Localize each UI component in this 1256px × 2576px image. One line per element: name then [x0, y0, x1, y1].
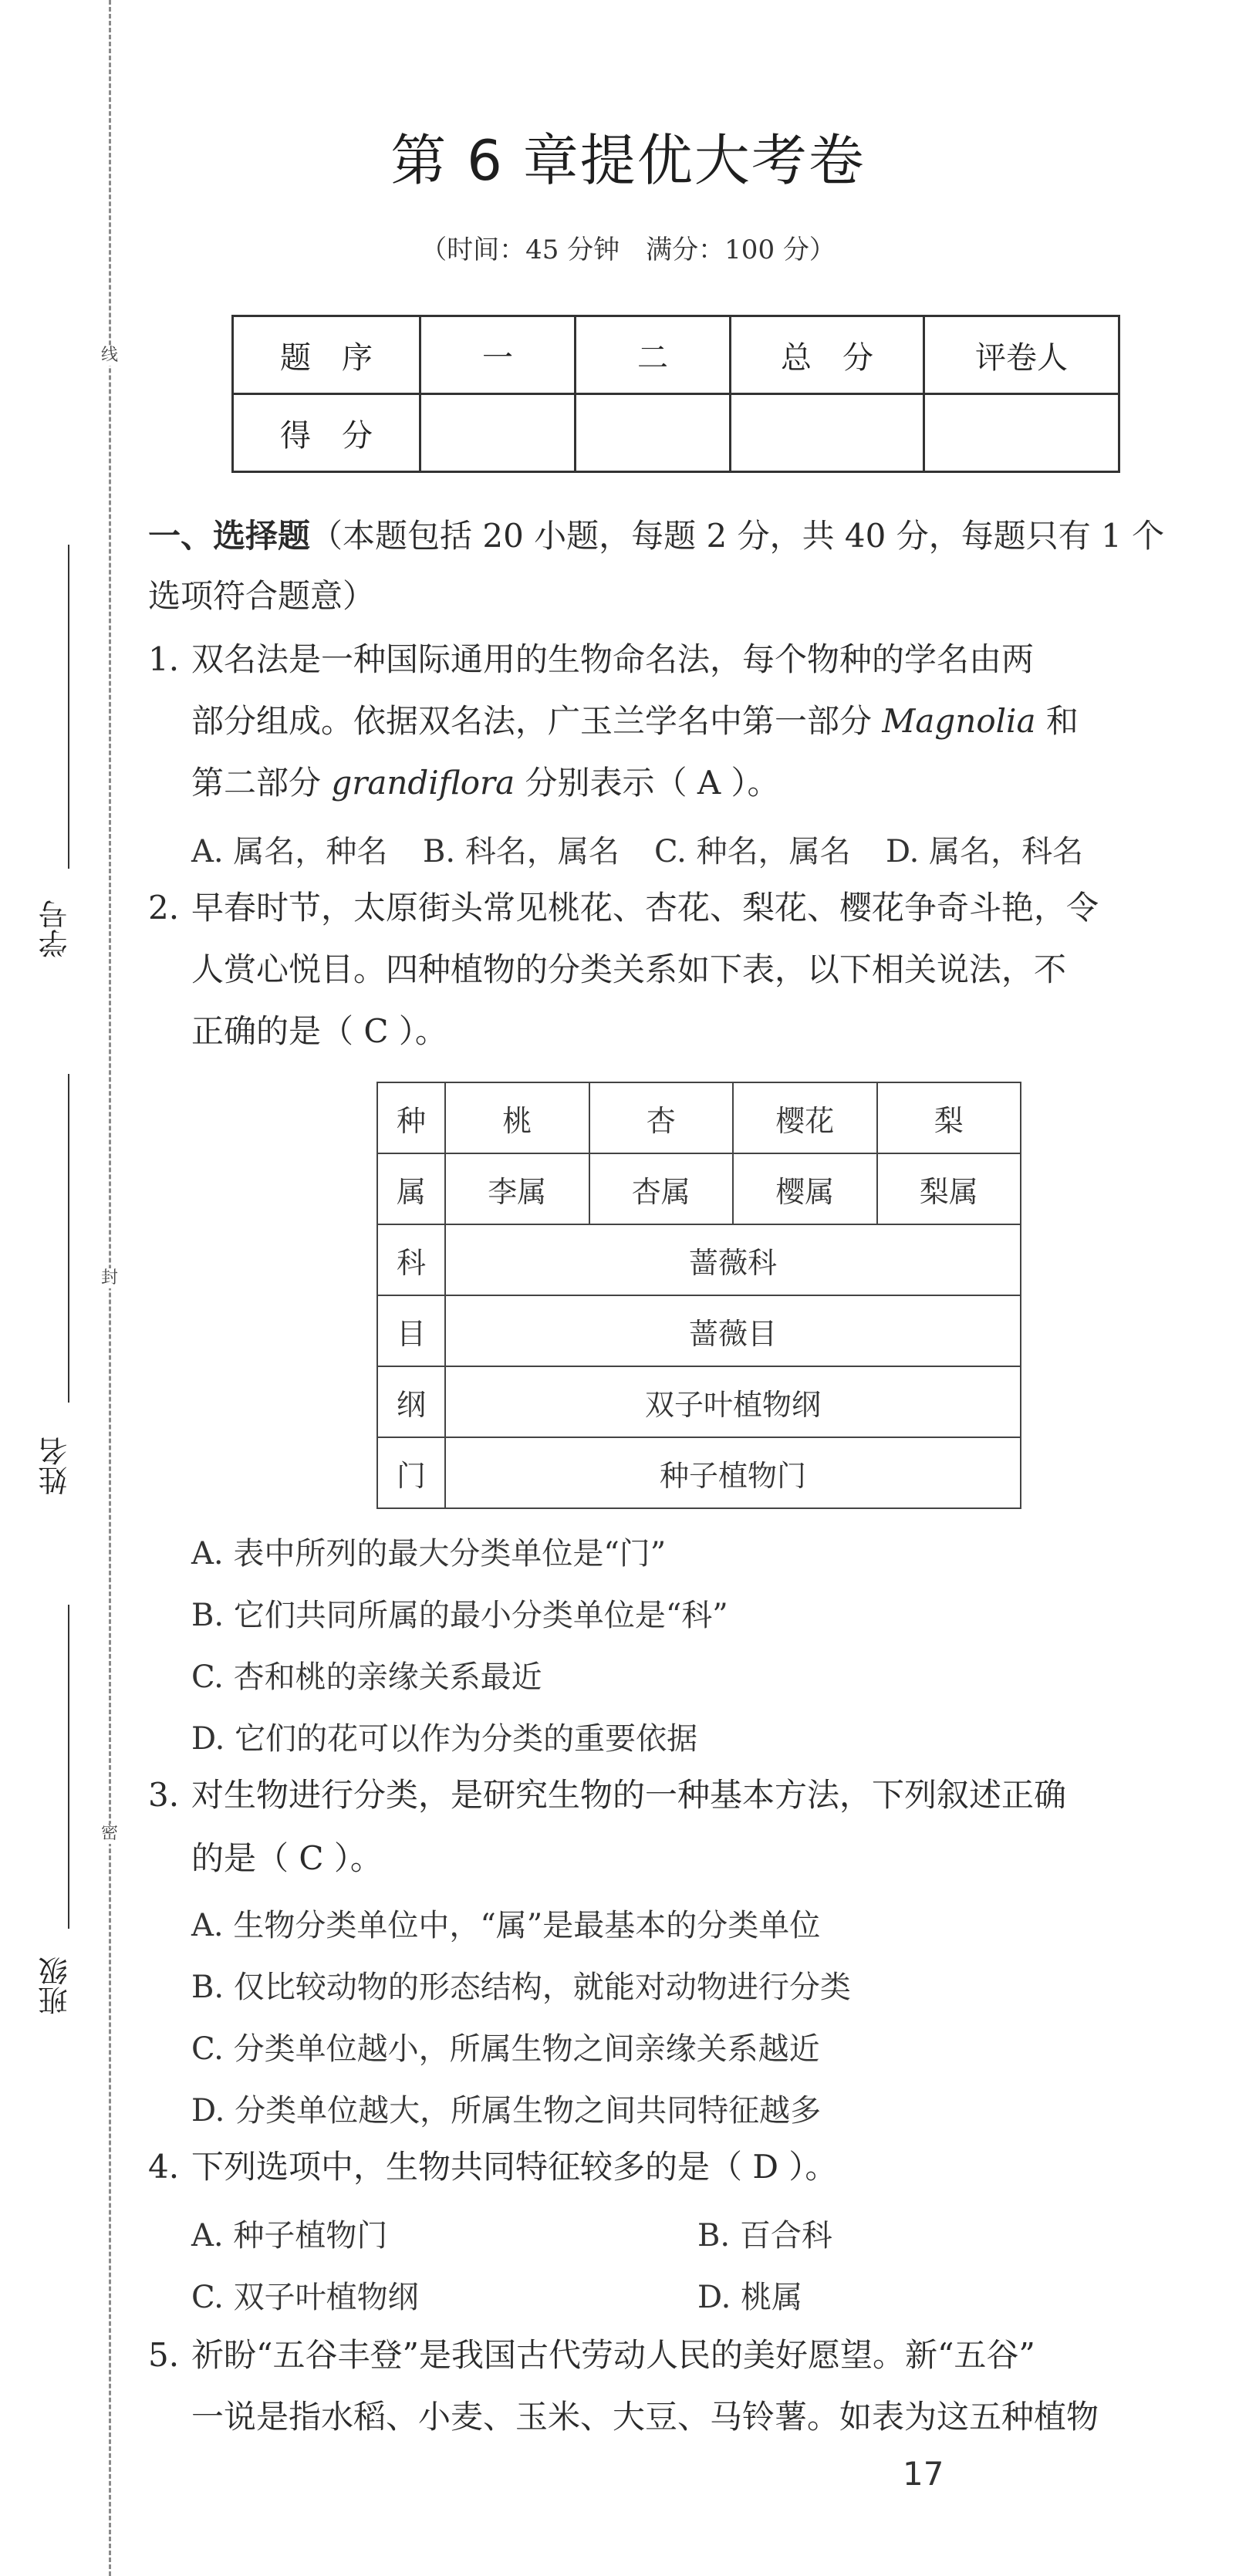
student-id-label: 学号	[39, 900, 73, 958]
score-header-cell: 总 分	[731, 316, 924, 394]
score-cell-total[interactable]	[731, 394, 924, 472]
rank-label: 科	[377, 1224, 445, 1295]
q4-option-a: A. 种子植物门	[191, 2218, 388, 2254]
q1-text: 分别表示（ A ）。	[515, 764, 780, 802]
score-table-score-row	[233, 394, 1119, 472]
score-row-label: 得 分	[233, 394, 420, 472]
q1-option-b: B. 科名，属名	[423, 834, 620, 869]
question-4-line-1: 下列选项中，生物共同特征较多的是（ D ）。	[191, 2148, 838, 2186]
q3-option-d: D. 分类单位越大，所属生物之间共同特征越多	[191, 2093, 822, 2129]
q3-option-a: A. 生物分类单位中，“属”是最基本的分类单位	[191, 1908, 821, 1943]
classification-table	[376, 1082, 1021, 1509]
classification-row	[377, 1437, 1021, 1508]
table-cell: 樱花	[733, 1082, 877, 1153]
score-header-cell: 题 序	[233, 316, 420, 394]
q3-option-c: C. 分类单位越小，所属生物之间亲缘关系越近	[191, 2031, 820, 2067]
question-1-line-3	[191, 764, 780, 802]
score-cell-2[interactable]	[576, 394, 731, 472]
classification-row	[377, 1224, 1021, 1295]
section-description-cont: 选项符合题意）	[148, 577, 376, 615]
rank-label: 种	[377, 1082, 445, 1153]
classification-row	[377, 1153, 1021, 1224]
question-3-number: 3.	[148, 1776, 180, 1814]
q4-option-b: B. 百合科	[697, 2218, 832, 2254]
binding-tick-feng: 封	[91, 1268, 128, 1288]
q1-option-d: D. 属名，科名	[886, 834, 1084, 869]
q1-option-a: A. 属名，种名	[191, 834, 388, 869]
question-3-line-2: 的是（ C ）。	[191, 1839, 383, 1877]
section-1-intro	[148, 517, 1164, 555]
score-header-cell: 评卷人	[924, 316, 1119, 394]
page-title: 第 6 章提优大考卷	[390, 128, 866, 193]
table-merged-cell: 蔷薇科	[445, 1224, 1021, 1295]
name-blank[interactable]	[68, 1074, 69, 1403]
q1-text: 和	[1035, 702, 1079, 740]
q2-option-c: C. 杏和桃的亲缘关系最近	[191, 1659, 542, 1695]
classification-row	[377, 1082, 1021, 1153]
binding-tick-xian: 线	[91, 346, 128, 366]
question-5-number: 5.	[148, 2336, 180, 2374]
table-cell: 杏属	[589, 1153, 734, 1224]
species-name: grandiflora	[331, 764, 515, 802]
q1-text: 部分组成。依据双名法，广玉兰学名中第一部分	[191, 702, 883, 740]
table-cell: 樱属	[733, 1153, 877, 1224]
rank-label: 门	[377, 1437, 445, 1508]
score-header-cell: 一	[420, 316, 576, 394]
section-description: （本题包括 20 小题，每题 2 分，共 40 分，每题只有 1 个	[310, 517, 1165, 555]
question-2-line-3: 正确的是（ C ）。	[191, 1012, 447, 1050]
genus-name: Magnolia	[882, 702, 1036, 740]
question-3-line-1: 对生物进行分类，是研究生物的一种基本方法，下列叙述正确	[191, 1776, 1067, 1814]
table-cell: 梨属	[877, 1153, 1021, 1224]
class-label: 班级	[39, 1956, 73, 2015]
score-cell-1[interactable]	[420, 394, 576, 472]
table-cell: 杏	[589, 1082, 734, 1153]
q2-option-d: D. 它们的花可以作为分类的重要依据	[191, 1721, 698, 1757]
question-2-line-2: 人赏心悦目。四种植物的分类关系如下表，以下相关说法，不	[191, 950, 1067, 988]
q1-option-c: C. 种名，属名	[654, 834, 851, 869]
table-merged-cell: 种子植物门	[445, 1437, 1021, 1508]
score-header-cell: 二	[576, 316, 731, 394]
score-table-header-row	[233, 316, 1119, 394]
rank-label: 目	[377, 1295, 445, 1366]
classification-row	[377, 1366, 1021, 1437]
question-2-number: 2.	[148, 889, 180, 927]
question-1-line-1: 双名法是一种国际通用的生物命名法，每个物种的学名由两	[191, 640, 1035, 678]
page-number: 17	[903, 2455, 944, 2493]
q4-option-d: D. 桃属	[697, 2280, 803, 2315]
score-table	[231, 315, 1120, 473]
table-cell: 梨	[877, 1082, 1021, 1153]
q2-option-a: A. 表中所列的最大分类单位是“门”	[191, 1536, 667, 1572]
question-1-line-2	[191, 702, 1079, 741]
question-4-number: 4.	[148, 2148, 180, 2186]
section-heading: 一、选择题	[148, 517, 311, 555]
question-1-number: 1.	[148, 640, 180, 678]
rank-label: 纲	[377, 1366, 445, 1437]
classification-row	[377, 1295, 1021, 1366]
q4-option-c: C. 双子叶植物纲	[191, 2280, 419, 2315]
question-5-line-1: 祈盼“五谷丰登”是我国古代劳动人民的美好愿望。新“五谷”	[191, 2336, 1035, 2374]
table-merged-cell: 双子叶植物纲	[445, 1366, 1021, 1437]
question-5-line-2: 一说是指水稻、小麦、玉米、大豆、马铃薯。如表为这五种植物	[191, 2398, 1099, 2436]
question-2-line-1: 早春时节，太原街头常见桃花、杏花、梨花、樱花争奇斗艳，令	[191, 889, 1099, 927]
name-label: 姓名	[39, 1437, 73, 1495]
table-cell: 李属	[445, 1153, 589, 1224]
student-id-blank[interactable]	[68, 545, 69, 869]
table-cell: 桃	[445, 1082, 589, 1153]
exam-time-score: （时间：45 分钟 满分：100 分）	[420, 235, 836, 265]
q1-text: 第二部分	[191, 764, 332, 802]
class-blank[interactable]	[68, 1605, 69, 1929]
rank-label: 属	[377, 1153, 445, 1224]
score-cell-grader[interactable]	[924, 394, 1119, 472]
q3-option-b: B. 仅比较动物的形态结构，就能对动物进行分类	[191, 1970, 851, 2005]
table-merged-cell: 蔷薇目	[445, 1295, 1021, 1366]
binding-tick-mi: 密	[91, 1824, 128, 1844]
q2-option-b: B. 它们共同所属的最小分类单位是“科”	[191, 1598, 728, 1633]
